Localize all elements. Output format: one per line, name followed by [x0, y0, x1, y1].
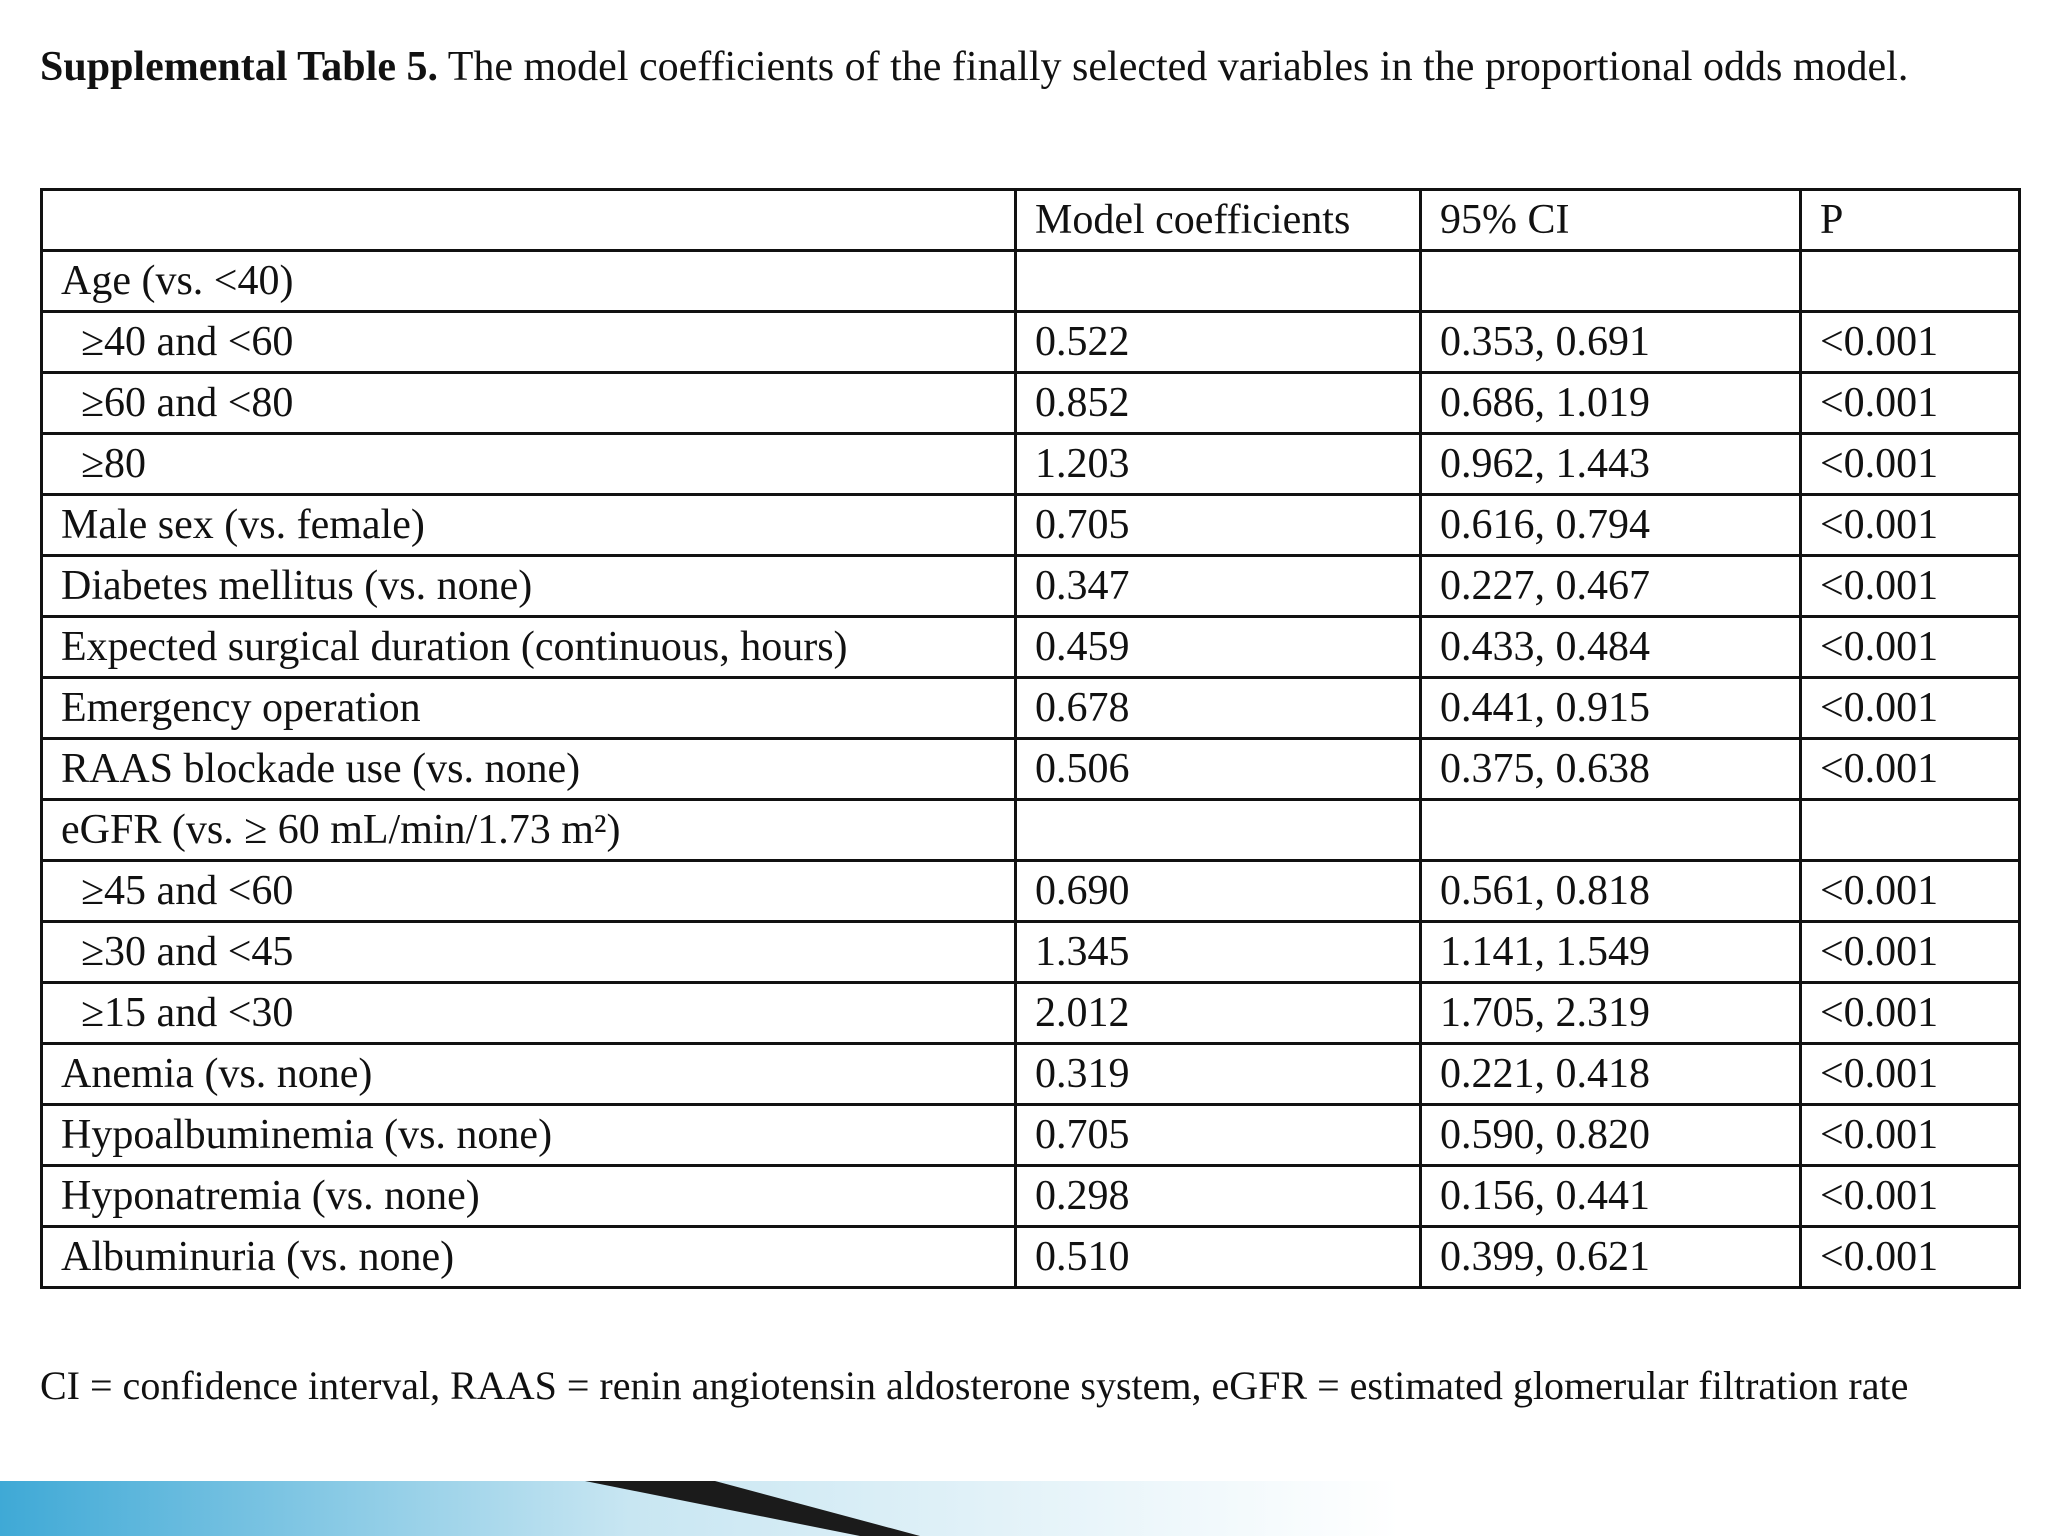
row-label: Male sex (vs. female) [42, 495, 1016, 556]
table-row [42, 312, 2020, 373]
table-row [42, 556, 2020, 617]
table-row [42, 495, 2020, 556]
table-row [42, 434, 2020, 495]
row-coefficient: 0.298 [1016, 1166, 1421, 1227]
row-label: eGFR (vs. ≥ 60 mL/min/1.73 m²) [42, 800, 1016, 861]
row-label: Diabetes mellitus (vs. none) [42, 556, 1016, 617]
row-coefficient: 0.347 [1016, 556, 1421, 617]
row-ci: 0.962, 1.443 [1421, 434, 1801, 495]
row-coefficient: 0.522 [1016, 312, 1421, 373]
row-ci: 0.221, 0.418 [1421, 1044, 1801, 1105]
row-coefficient: 0.459 [1016, 617, 1421, 678]
row-p-value: <0.001 [1801, 1166, 2020, 1227]
row-label: ≥40 and <60 [42, 312, 1016, 373]
row-coefficient: 1.345 [1016, 922, 1421, 983]
row-label: Expected surgical duration (continuous, hours) [42, 617, 1016, 678]
decorative-footer-band [0, 1481, 2048, 1536]
row-p-value: <0.001 [1801, 1105, 2020, 1166]
row-coefficient: 1.203 [1016, 434, 1421, 495]
table-row [42, 800, 2020, 861]
row-coefficient: 0.678 [1016, 678, 1421, 739]
row-label: Age (vs. <40) [42, 251, 1016, 312]
table-row [42, 922, 2020, 983]
row-p-value: <0.001 [1801, 922, 2020, 983]
row-ci: 0.353, 0.691 [1421, 312, 1801, 373]
table-header-row [42, 190, 2020, 251]
row-ci: 0.561, 0.818 [1421, 861, 1801, 922]
caption-text: The model coefficients of the finally selected variables in the proportional odds model. [447, 44, 1909, 90]
row-p-value: <0.001 [1801, 373, 2020, 434]
row-coefficient [1016, 251, 1421, 312]
row-p-value [1801, 251, 2020, 312]
row-p-value: <0.001 [1801, 495, 2020, 556]
table-row [42, 251, 2020, 312]
row-label: ≥45 and <60 [42, 861, 1016, 922]
header-model-coefficients: Model coefficients [1016, 190, 1421, 251]
row-ci: 0.399, 0.621 [1421, 1227, 1801, 1288]
caption-label: Supplemental Table 5. [40, 44, 438, 90]
table-row [42, 1044, 2020, 1105]
row-label: ≥15 and <30 [42, 983, 1016, 1044]
row-p-value: <0.001 [1801, 1227, 2020, 1288]
table-row [42, 1227, 2020, 1288]
table-row [42, 983, 2020, 1044]
table-row [42, 617, 2020, 678]
row-p-value: <0.001 [1801, 556, 2020, 617]
row-coefficient: 0.852 [1016, 373, 1421, 434]
row-coefficient: 2.012 [1016, 983, 1421, 1044]
row-label: ≥80 [42, 434, 1016, 495]
row-label: Hypoalbuminemia (vs. none) [42, 1105, 1016, 1166]
row-p-value: <0.001 [1801, 312, 2020, 373]
row-ci: 1.141, 1.549 [1421, 922, 1801, 983]
row-p-value: <0.001 [1801, 739, 2020, 800]
table-caption [40, 38, 2020, 96]
row-coefficient: 0.510 [1016, 1227, 1421, 1288]
row-ci [1421, 800, 1801, 861]
table-row [42, 678, 2020, 739]
row-label: RAAS blockade use (vs. none) [42, 739, 1016, 800]
row-coefficient [1016, 800, 1421, 861]
row-ci: 0.433, 0.484 [1421, 617, 1801, 678]
row-ci: 0.227, 0.467 [1421, 556, 1801, 617]
row-label: Anemia (vs. none) [42, 1044, 1016, 1105]
row-p-value: <0.001 [1801, 617, 2020, 678]
row-coefficient: 0.690 [1016, 861, 1421, 922]
row-coefficient: 0.506 [1016, 739, 1421, 800]
row-ci: 0.375, 0.638 [1421, 739, 1801, 800]
row-label: Emergency operation [42, 678, 1016, 739]
table-row [42, 861, 2020, 922]
row-label: Hyponatremia (vs. none) [42, 1166, 1016, 1227]
row-coefficient: 0.319 [1016, 1044, 1421, 1105]
row-ci: 0.441, 0.915 [1421, 678, 1801, 739]
row-p-value: <0.001 [1801, 983, 2020, 1044]
row-label: ≥30 and <45 [42, 922, 1016, 983]
header-p: P [1801, 190, 2020, 251]
row-coefficient: 0.705 [1016, 1105, 1421, 1166]
row-ci [1421, 251, 1801, 312]
table-row [42, 739, 2020, 800]
table-row [42, 1105, 2020, 1166]
table-row [42, 1166, 2020, 1227]
row-ci: 0.590, 0.820 [1421, 1105, 1801, 1166]
row-p-value: <0.001 [1801, 678, 2020, 739]
row-label: Albuminuria (vs. none) [42, 1227, 1016, 1288]
row-ci: 0.686, 1.019 [1421, 373, 1801, 434]
row-ci: 0.616, 0.794 [1421, 495, 1801, 556]
header-variable [42, 190, 1016, 251]
row-p-value [1801, 800, 2020, 861]
row-coefficient: 0.705 [1016, 495, 1421, 556]
row-label: ≥60 and <80 [42, 373, 1016, 434]
table-body [42, 251, 2020, 1288]
row-p-value: <0.001 [1801, 434, 2020, 495]
coefficients-table [40, 188, 2021, 1289]
row-ci: 1.705, 2.319 [1421, 983, 1801, 1044]
row-ci: 0.156, 0.441 [1421, 1166, 1801, 1227]
row-p-value: <0.001 [1801, 861, 2020, 922]
header-95-ci: 95% CI [1421, 190, 1801, 251]
table-row [42, 373, 2020, 434]
table-footnote: CI = confidence interval, RAAS = renin angiotensin aldosterone system, eGFR = estimated glomerular filtration rate [40, 1363, 1909, 1408]
row-p-value: <0.001 [1801, 1044, 2020, 1105]
